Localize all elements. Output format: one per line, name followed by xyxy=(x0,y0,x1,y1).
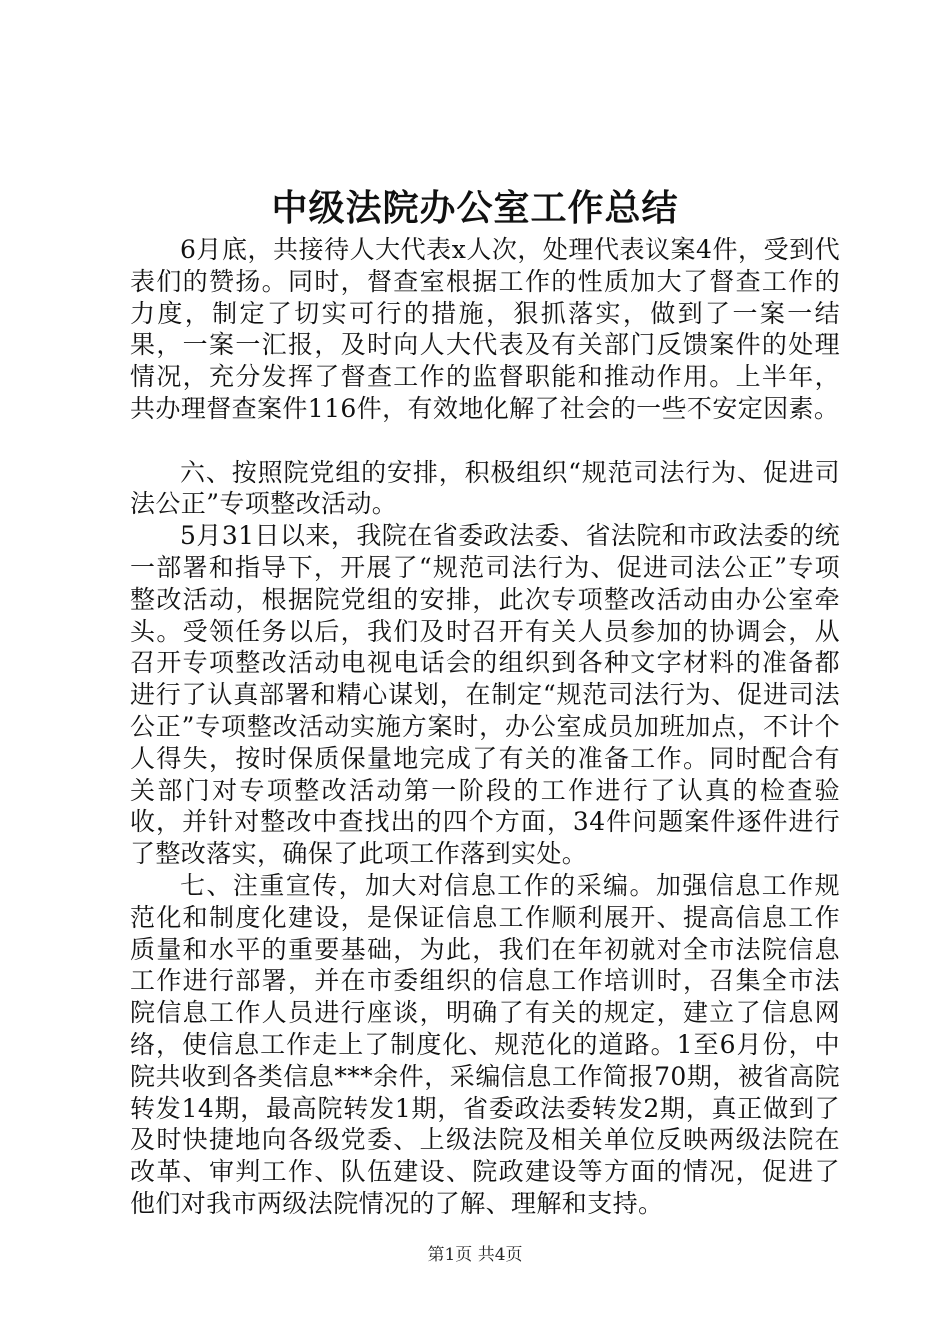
paragraph-reception-summary: 6月底，共接待人大代表x人次，处理代表议案4件，受到代表们的赞扬。同时，督查室根据工作的性质加大了督查工作的力度，制定了切实可行的措施，狠抓落实，做到了一案一结果，一案一汇报，及时向人大代表及有关部门反馈案件的处理情况，充分发挥了督查工作的监督职能和推动作用。上半年，共办理督查案件116件，有效地化解了社会的一些不安定因素。 xyxy=(130,235,840,423)
section-heading-six: 六、按照院党组的安排，积极组织“规范司法行为、促进司法公正”专项整改活动。 xyxy=(130,457,840,519)
paragraph-information-work: 七、注重宣传，加大对信息工作的采编。加强信息工作规范化和制度化建设，是保证信息工作顺利展开、提高信息工作质量和水平的重要基础，为此，我们在年初就对全市法院信息工作进行部署，并在市委组织的信息工作培训时，召集全市法院信息工作人员进行座谈，明确了有关的规定，建立了信息网络，使信息工作走上了制度化、规范化的道路。1至6月份，中院共收到各类信息***余件，采编信息工作简报70期，被省高院转发14期，最高院转发1期，省委政法委转发2期，真正做到了及时快捷地向各级党委、上级法院及相关单位反映两级法院在改革、审判工作、队伍建设、院政建设等方面的情况，促进了他们对我市两级法院情况的了解、理解和支持。 xyxy=(130,870,840,1218)
document-title: 中级法院办公室工作总结 xyxy=(271,187,679,229)
paragraph-gap xyxy=(130,425,840,457)
document-body xyxy=(130,234,840,1220)
paragraph-rectification-activity: 5月31日以来，我院在省委政法委、省法院和市政法委的统一部署和指导下，开展了“规范司法行为、促进司法公正”专项整改活动，根据院党组的安排，此次专项整改活动由办公室牵头。受领任务以后，我们及时召开有关人员参加的协调会，从召开专项整改活动电视电话会的组织到各种文字材料的准备都进行了认真部署和精心谋划，在制定“规范司法行为、促进司法公正”专项整改活动实施方案时，办公室成员加班加点，不计个人得失，按时保质保量地完成了有关的准备工作。同时配合有关部门对专项整改活动第一阶段的工作进行了认真的检查验收，并针对整改中查找出的四个方面，34件问题案件逐件进行了整改落实，确保了此项工作落到实处。 xyxy=(130,521,840,869)
page-number-footer: 第1页 共4页 xyxy=(427,1245,523,1265)
